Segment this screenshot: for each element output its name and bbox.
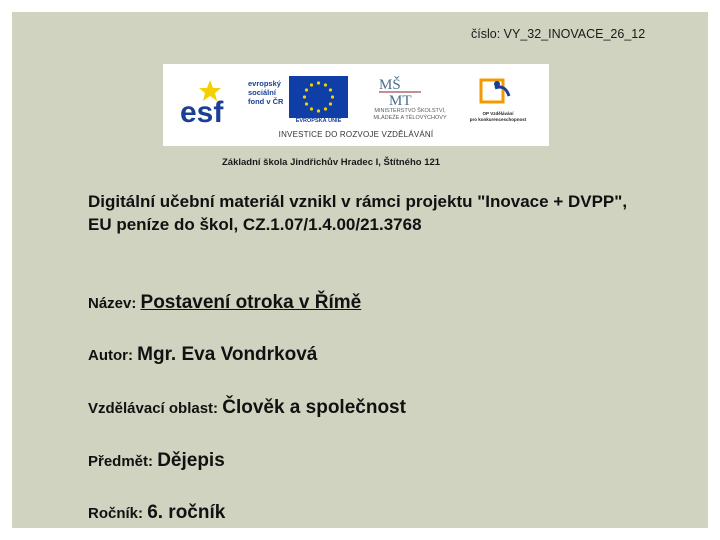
field-predmet xyxy=(88,450,225,472)
svg-text:MT: MT xyxy=(389,93,412,108)
project-statement: Digitální učební materiál vznikl v rámci projektu "Inovace + DVPP", EU peníze do škol, CZ.1.07/1.4.00/21.3768 xyxy=(88,192,628,234)
svg-text:esf: esf xyxy=(180,96,224,126)
field-oblast xyxy=(88,397,406,419)
msmt-caption: MINISTERSTVO ŠKOLSTVÍ, MLÁDEŽE A TĚLOVÝCHOVY xyxy=(373,108,447,121)
msmt-logo xyxy=(375,74,425,108)
school-name: Základní škola Jindřichův Hradec I, Štítného 121 xyxy=(222,157,441,168)
field-label: Ročník: xyxy=(88,505,148,522)
author-value: Mgr. Eva Vondrková xyxy=(137,344,318,365)
document-number: číslo: VY_32_INOVACE_26_12 xyxy=(471,27,646,41)
field-label: Název: xyxy=(88,295,141,312)
subject-value: Dějepis xyxy=(157,450,225,471)
title-value: Postavení otroka v Římě xyxy=(140,292,362,313)
op-caption: OP Vzdělávání pro konkurenceschopnost xyxy=(469,111,527,122)
esf-caption: evropský sociální fond v ČR xyxy=(248,79,284,106)
eu-caption: EVROPSKÁ UNIE xyxy=(295,118,342,124)
svg-text:MŠ: MŠ xyxy=(379,77,401,93)
investice-tagline: INVESTICE DO ROZVOJE VZDĚLÁVÁNÍ xyxy=(278,130,434,139)
field-rocnik xyxy=(88,502,225,524)
grade-value: 6. ročník xyxy=(147,502,226,523)
esf-logo xyxy=(180,76,250,126)
field-nazev xyxy=(88,292,361,314)
field-label: Předmět: xyxy=(88,453,158,470)
field-label: Autor: xyxy=(88,347,138,364)
field-label: Vzdělávací oblast: xyxy=(88,400,223,417)
field-autor xyxy=(88,344,317,366)
logo-strip xyxy=(163,64,549,146)
area-value: Člověk a společnost xyxy=(222,397,406,418)
op-logo xyxy=(473,74,523,108)
eu-flag-icon xyxy=(289,76,348,118)
